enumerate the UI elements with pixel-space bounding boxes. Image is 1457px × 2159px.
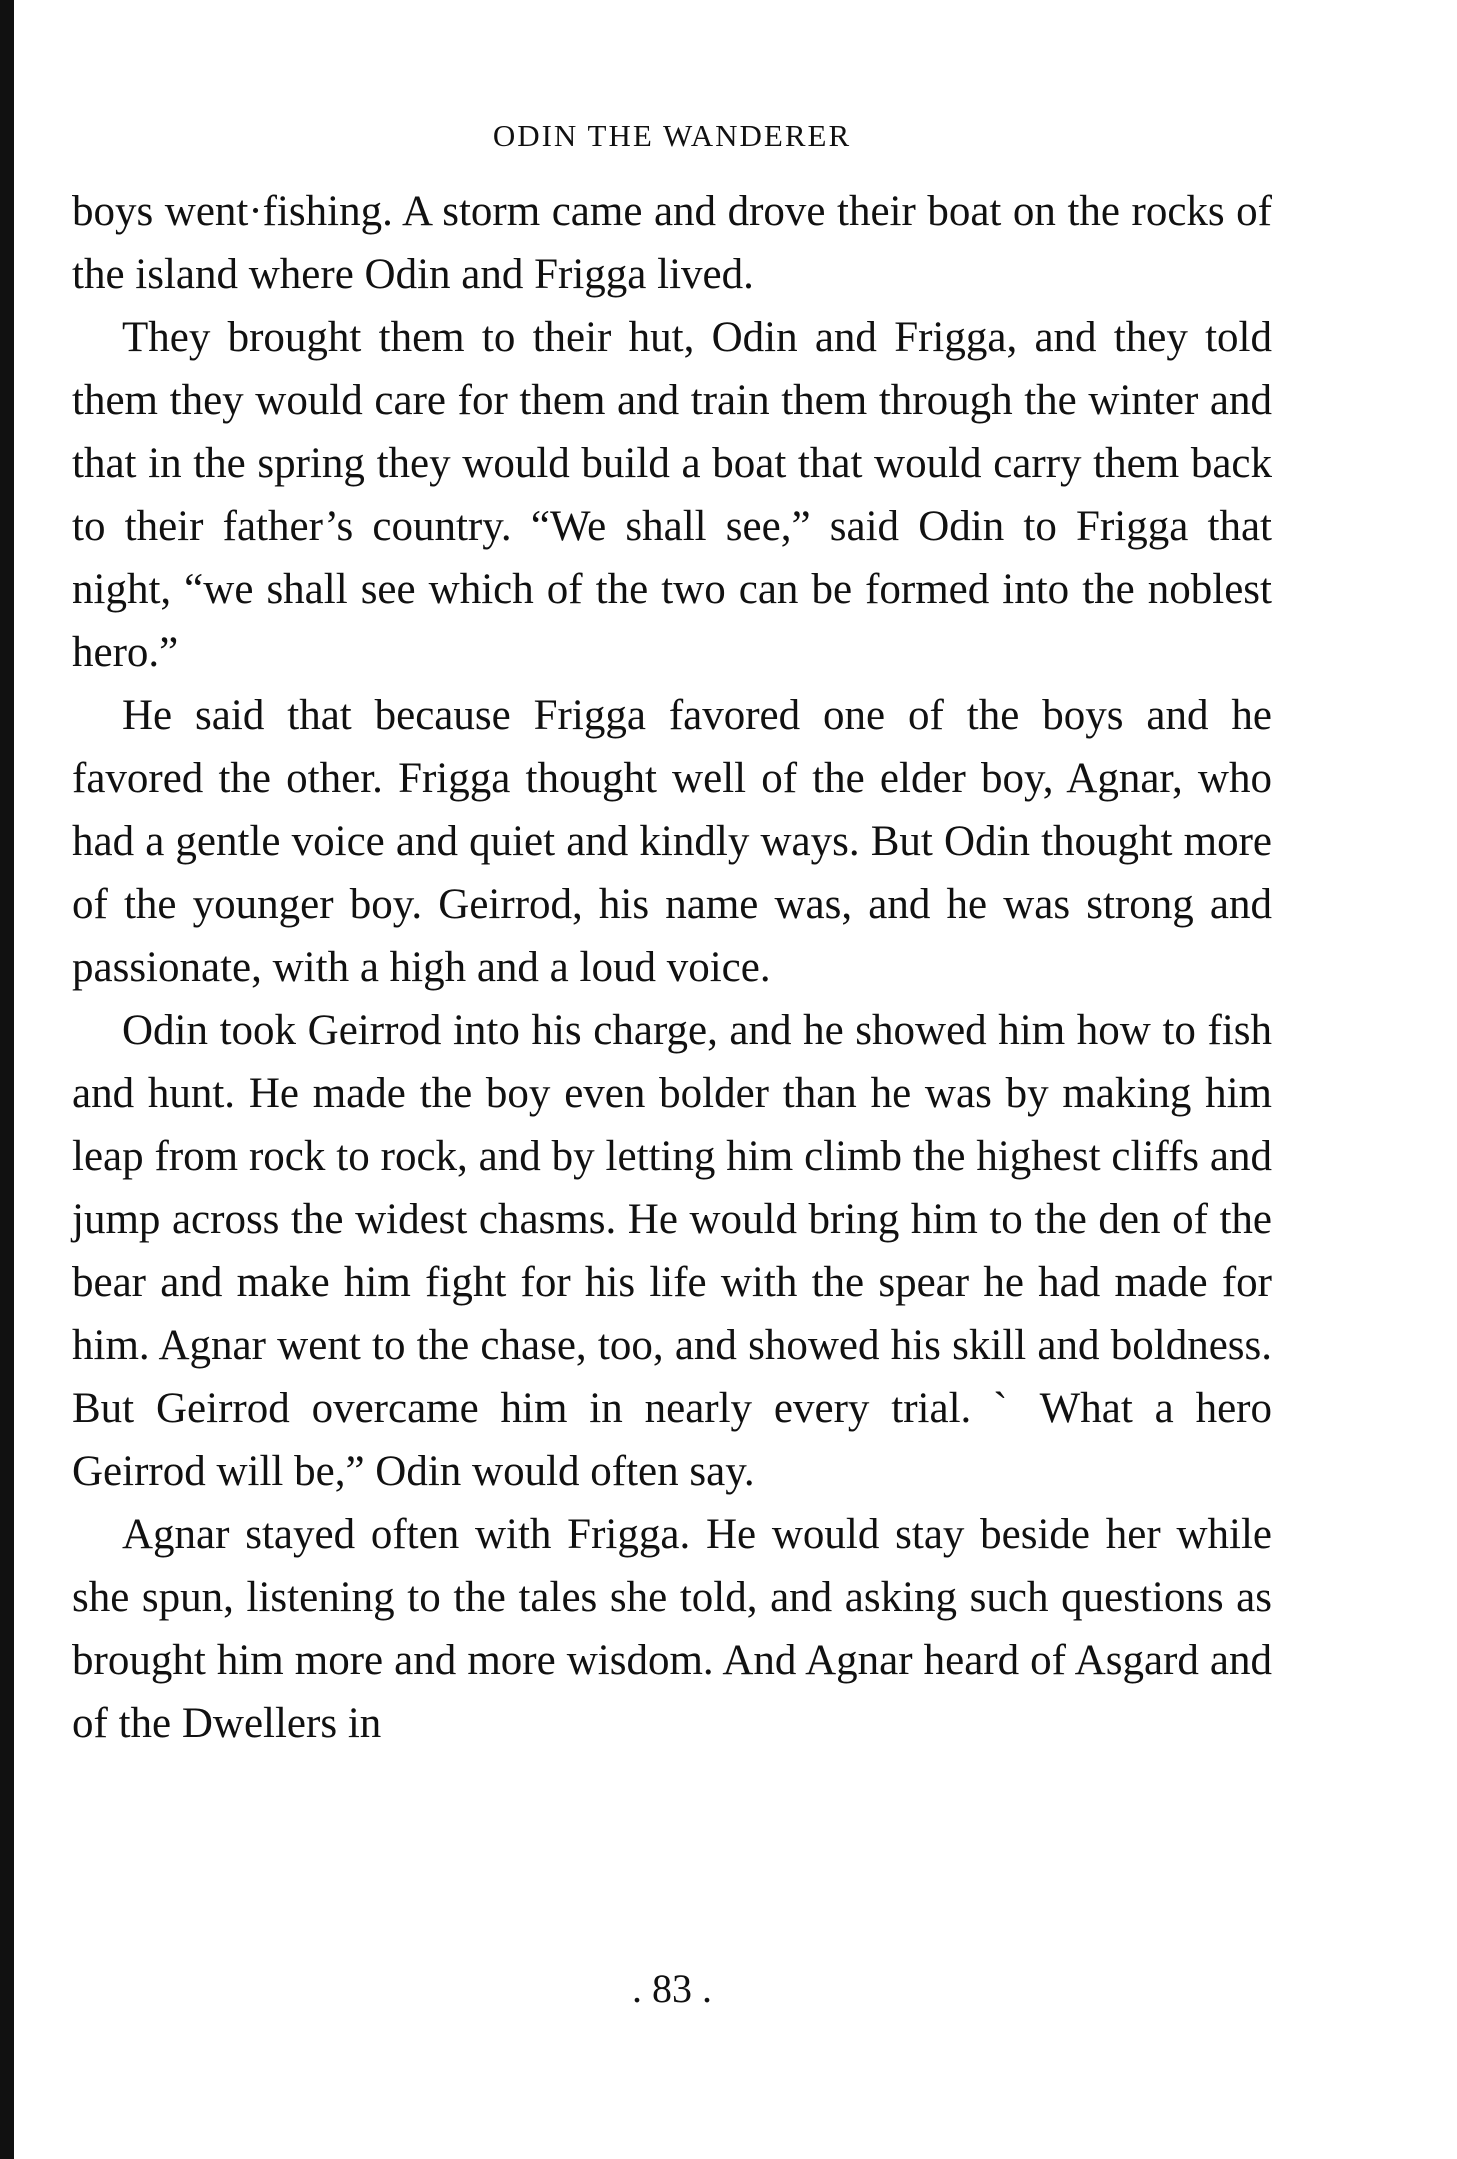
page-edge-shadow <box>0 0 14 2159</box>
paragraph-4: Odin took Geirrod into his charge, and he showed him how to fish and hunt. He made the boy even bolder than he was by making him leap from rock to rock, and by letting him climb the highest cliffs and jump across the widest chasms. He would bring him to the den of the bear and make him fight for his life with the spear he had made for him. Agnar went to the chase, too, and showed his skill and boldness. But Geirrod overcame him in nearly every trial. ˋ What a hero Geirrod will be,” Odin would often say. <box>72 1007 1272 1495</box>
running-head: ODIN THE WANDERER <box>492 118 852 153</box>
body-text <box>72 180 1272 1755</box>
paragraph-3: He said that because Frigga favored one of the boys and he favored the other. Frigga thought well of the elder boy, Agnar, who had a gentle voice and quiet and kindly ways. But Odin thought more of the younger boy. Geirrod, his name was, and he was strong and passionate, with a high and a loud voice. <box>72 692 1272 991</box>
paragraph-5: Agnar stayed often with Frigga. He would stay beside her while she spun, listening to the tales she told, and asking such questions as brought him more and more wisdom. And Agnar heard of Asgard and of the Dwellers in <box>72 1511 1272 1747</box>
book-page <box>72 0 1272 2159</box>
page-number: . 83 . <box>632 1966 712 2011</box>
paragraph-2: They brought them to their hut, Odin and Frigga, and they told them they would care for them and train them through the winter and that in the spring they would build a boat that would carry them back to their father’s country. “We shall see,” said Odin to Frigga that night, “we shall see which of the two can be formed into the noblest hero.” <box>72 314 1272 676</box>
paragraph-1: boys went·fishing. A storm came and drove their boat on the rocks of the island where Odin and Frigga lived. <box>72 188 1272 298</box>
